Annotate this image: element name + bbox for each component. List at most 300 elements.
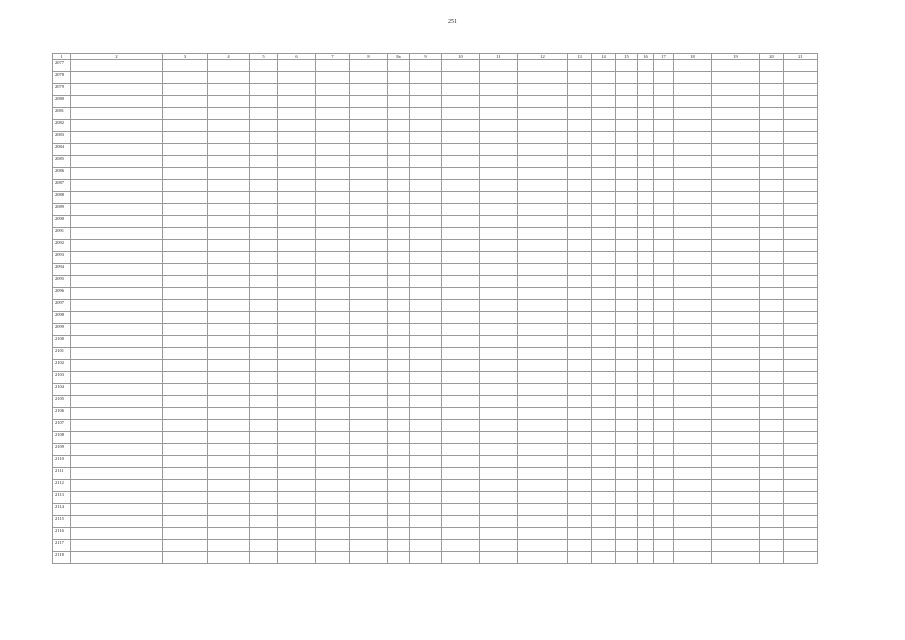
table-cell (278, 240, 316, 252)
table-cell (278, 408, 316, 420)
table-cell (784, 108, 818, 120)
table-cell (712, 420, 760, 432)
table-cell (712, 84, 760, 96)
table-cell (592, 336, 616, 348)
table-row (53, 132, 818, 144)
table-cell (208, 240, 250, 252)
table-cell (350, 432, 388, 444)
row-number: 2090 (53, 216, 71, 228)
table-cell (616, 132, 638, 144)
table-row (53, 480, 818, 492)
table-cell (712, 480, 760, 492)
table-cell (278, 96, 316, 108)
data-table (52, 53, 818, 564)
table-cell (784, 480, 818, 492)
table-cell (616, 108, 638, 120)
table-cell (208, 420, 250, 432)
table-cell (568, 504, 592, 516)
table-cell (350, 168, 388, 180)
table-cell (674, 216, 712, 228)
table-cell (388, 192, 410, 204)
table-cell (163, 96, 208, 108)
table-row (53, 252, 818, 264)
table-cell (410, 132, 442, 144)
table-cell (410, 228, 442, 240)
table-cell (712, 408, 760, 420)
table-cell (71, 192, 163, 204)
table-cell (163, 384, 208, 396)
table-cell (163, 348, 208, 360)
table-cell (163, 468, 208, 480)
table-cell (568, 288, 592, 300)
table-row (53, 240, 818, 252)
table-cell (163, 252, 208, 264)
table-cell (674, 228, 712, 240)
table-cell (480, 504, 518, 516)
table-cell (674, 552, 712, 564)
table-cell (208, 72, 250, 84)
table-cell (616, 324, 638, 336)
table-cell (316, 348, 350, 360)
table-cell (592, 168, 616, 180)
table-cell (518, 84, 568, 96)
table-cell (674, 360, 712, 372)
table-cell (316, 156, 350, 168)
table-cell (654, 132, 674, 144)
table-cell (71, 204, 163, 216)
table-cell (784, 180, 818, 192)
table-cell (250, 492, 278, 504)
table-cell (760, 108, 784, 120)
table-cell (480, 168, 518, 180)
table-cell (316, 312, 350, 324)
table-cell (71, 312, 163, 324)
table-cell (163, 372, 208, 384)
table-row (53, 528, 818, 540)
table-cell (712, 168, 760, 180)
table-cell (760, 372, 784, 384)
table-cell (71, 552, 163, 564)
table-cell (208, 540, 250, 552)
table-cell (712, 456, 760, 468)
table-cell (760, 120, 784, 132)
table-cell (350, 492, 388, 504)
table-cell (638, 372, 654, 384)
table-cell (480, 204, 518, 216)
table-cell (71, 300, 163, 312)
table-cell (250, 120, 278, 132)
table-cell (388, 312, 410, 324)
table-cell (480, 408, 518, 420)
table-cell (163, 60, 208, 72)
table-cell (250, 216, 278, 228)
table-cell (480, 264, 518, 276)
table-cell (616, 540, 638, 552)
table-cell (71, 492, 163, 504)
table-cell (410, 480, 442, 492)
table-cell (760, 96, 784, 108)
table-cell (480, 288, 518, 300)
table-cell (410, 96, 442, 108)
table-cell (208, 84, 250, 96)
table-cell (518, 468, 568, 480)
table-cell (278, 540, 316, 552)
table-cell (410, 288, 442, 300)
table-cell (163, 504, 208, 516)
table-cell (674, 324, 712, 336)
table-cell (784, 96, 818, 108)
table-cell (208, 396, 250, 408)
table-cell (616, 228, 638, 240)
table-cell (410, 528, 442, 540)
table-cell (638, 408, 654, 420)
table-cell (674, 180, 712, 192)
table-cell (388, 132, 410, 144)
table-cell (480, 384, 518, 396)
table-cell (208, 336, 250, 348)
table-cell (712, 468, 760, 480)
column-number: 4 (208, 54, 250, 60)
table-cell (674, 420, 712, 432)
table-cell (442, 216, 480, 228)
table-cell (388, 60, 410, 72)
table-cell (388, 288, 410, 300)
table-cell (638, 264, 654, 276)
table-cell (760, 408, 784, 420)
table-cell (350, 60, 388, 72)
table-cell (674, 96, 712, 108)
table-cell (568, 60, 592, 72)
table-cell (388, 336, 410, 348)
table-cell (674, 120, 712, 132)
table-cell (568, 228, 592, 240)
table-cell (784, 408, 818, 420)
column-number: 8 (350, 54, 388, 60)
table-cell (350, 132, 388, 144)
table-cell (568, 108, 592, 120)
table-cell (250, 504, 278, 516)
table-cell (442, 384, 480, 396)
table-cell (278, 108, 316, 120)
table-cell (674, 408, 712, 420)
column-number: 2 (71, 54, 163, 60)
table-cell (592, 516, 616, 528)
table-cell (654, 360, 674, 372)
table-cell (71, 516, 163, 528)
table-cell (616, 168, 638, 180)
table-cell (592, 120, 616, 132)
table-row (53, 384, 818, 396)
table-row (53, 180, 818, 192)
table-cell (518, 336, 568, 348)
row-number: 2109 (53, 444, 71, 456)
table-cell (568, 516, 592, 528)
table-cell (250, 132, 278, 144)
table-cell (674, 468, 712, 480)
table-cell (442, 288, 480, 300)
table-cell (208, 108, 250, 120)
table-cell (350, 300, 388, 312)
table-cell (316, 132, 350, 144)
table-cell (442, 504, 480, 516)
table-cell (71, 456, 163, 468)
table-cell (638, 180, 654, 192)
table-cell (784, 192, 818, 204)
table-cell (568, 408, 592, 420)
table-cell (712, 204, 760, 216)
table-cell (163, 552, 208, 564)
table-cell (350, 192, 388, 204)
table-cell (388, 504, 410, 516)
table-cell (712, 516, 760, 528)
page-number: 251 (448, 19, 457, 25)
table-cell (316, 168, 350, 180)
table-cell (518, 432, 568, 444)
table-cell (480, 156, 518, 168)
table-cell (654, 420, 674, 432)
table-cell (638, 504, 654, 516)
table-cell (654, 300, 674, 312)
table-cell (250, 288, 278, 300)
table-cell (760, 180, 784, 192)
table-cell (71, 324, 163, 336)
table-cell (350, 216, 388, 228)
column-number: 14 (592, 54, 616, 60)
table-cell (278, 312, 316, 324)
table-cell (674, 72, 712, 84)
table-cell (616, 204, 638, 216)
row-number: 2108 (53, 432, 71, 444)
table-cell (278, 420, 316, 432)
table-cell (616, 84, 638, 96)
table-cell (410, 540, 442, 552)
table-cell (638, 456, 654, 468)
table-cell (410, 444, 442, 456)
table-cell (410, 216, 442, 228)
table-cell (592, 504, 616, 516)
table-cell (616, 300, 638, 312)
table-cell (442, 336, 480, 348)
table-cell (250, 360, 278, 372)
table-cell (163, 108, 208, 120)
table-cell (316, 264, 350, 276)
table-cell (784, 216, 818, 228)
table-cell (71, 336, 163, 348)
table-cell (442, 132, 480, 144)
table-cell (760, 216, 784, 228)
table-cell (616, 156, 638, 168)
row-number: 2115 (53, 516, 71, 528)
table-cell (480, 336, 518, 348)
table-cell (568, 156, 592, 168)
table-cell (71, 444, 163, 456)
table-cell (674, 84, 712, 96)
table-cell (388, 300, 410, 312)
table-cell (784, 420, 818, 432)
table-cell (674, 252, 712, 264)
table-cell (163, 156, 208, 168)
table-cell (388, 264, 410, 276)
table-cell (638, 60, 654, 72)
table-cell (71, 132, 163, 144)
table-cell (760, 360, 784, 372)
table-cell (568, 204, 592, 216)
row-number: 2096 (53, 288, 71, 300)
row-number: 2079 (53, 84, 71, 96)
table-cell (568, 540, 592, 552)
table-cell (654, 504, 674, 516)
table-cell (278, 72, 316, 84)
table-cell (568, 420, 592, 432)
table-cell (712, 264, 760, 276)
table-cell (163, 168, 208, 180)
table-cell (350, 204, 388, 216)
table-cell (638, 240, 654, 252)
table-cell (208, 192, 250, 204)
table-cell (71, 276, 163, 288)
table-cell (568, 360, 592, 372)
table-cell (410, 252, 442, 264)
table-cell (316, 456, 350, 468)
table-cell (316, 516, 350, 528)
table-cell (638, 288, 654, 300)
table-cell (616, 408, 638, 420)
column-number: 8а (388, 54, 410, 60)
row-number: 2091 (53, 228, 71, 240)
table-cell (674, 132, 712, 144)
table-cell (784, 468, 818, 480)
table-cell (163, 216, 208, 228)
table-cell (278, 216, 316, 228)
table-cell (208, 168, 250, 180)
table-cell (350, 228, 388, 240)
table-cell (712, 552, 760, 564)
table-cell (480, 480, 518, 492)
table-row (53, 228, 818, 240)
table-cell (784, 552, 818, 564)
table-cell (250, 276, 278, 288)
table-cell (654, 240, 674, 252)
table-cell (350, 528, 388, 540)
table-cell (250, 72, 278, 84)
table-cell (638, 348, 654, 360)
table-cell (654, 528, 674, 540)
table-cell (316, 108, 350, 120)
table-cell (654, 168, 674, 180)
column-number: 3 (163, 54, 208, 60)
table-cell (208, 528, 250, 540)
table-cell (654, 552, 674, 564)
table-cell (350, 444, 388, 456)
table-cell (442, 84, 480, 96)
table-cell (388, 108, 410, 120)
table-row (53, 96, 818, 108)
table-cell (518, 528, 568, 540)
table-cell (568, 132, 592, 144)
table-cell (592, 552, 616, 564)
table-cell (616, 516, 638, 528)
row-number: 2116 (53, 528, 71, 540)
table-cell (480, 516, 518, 528)
table-cell (760, 288, 784, 300)
table-cell (442, 444, 480, 456)
table-cell (442, 228, 480, 240)
table-cell (316, 360, 350, 372)
table-cell (388, 276, 410, 288)
table-row (53, 144, 818, 156)
table-cell (518, 552, 568, 564)
table-cell (350, 156, 388, 168)
table-cell (674, 516, 712, 528)
table-row (53, 60, 818, 72)
table-cell (712, 528, 760, 540)
table-cell (674, 192, 712, 204)
table-cell (250, 324, 278, 336)
table-cell (388, 240, 410, 252)
table-cell (350, 312, 388, 324)
table-cell (350, 516, 388, 528)
table-cell (250, 312, 278, 324)
table-cell (616, 492, 638, 504)
table-cell (208, 384, 250, 396)
table-cell (712, 240, 760, 252)
table-cell (654, 204, 674, 216)
table-cell (480, 228, 518, 240)
table-cell (480, 60, 518, 72)
table-cell (316, 528, 350, 540)
table-row (53, 516, 818, 528)
table-cell (350, 108, 388, 120)
table-cell (592, 432, 616, 444)
table-cell (163, 408, 208, 420)
row-number: 2084 (53, 144, 71, 156)
table-cell (784, 84, 818, 96)
table-cell (784, 504, 818, 516)
table-cell (480, 492, 518, 504)
table-cell (350, 288, 388, 300)
table-cell (350, 264, 388, 276)
table-cell (654, 468, 674, 480)
table-row (53, 360, 818, 372)
table-cell (71, 72, 163, 84)
table-cell (350, 276, 388, 288)
row-number: 2092 (53, 240, 71, 252)
table-cell (518, 408, 568, 420)
table-cell (410, 324, 442, 336)
table-cell (278, 204, 316, 216)
table-cell (208, 456, 250, 468)
table-cell (316, 480, 350, 492)
table-cell (592, 300, 616, 312)
row-number: 2104 (53, 384, 71, 396)
table-cell (316, 96, 350, 108)
row-number: 2105 (53, 396, 71, 408)
table-cell (350, 72, 388, 84)
table-row (53, 444, 818, 456)
table-cell (674, 504, 712, 516)
table-cell (163, 288, 208, 300)
table-cell (712, 492, 760, 504)
table-cell (784, 300, 818, 312)
table-cell (208, 480, 250, 492)
table-cell (208, 516, 250, 528)
table-cell (638, 132, 654, 144)
table-cell (71, 252, 163, 264)
table-cell (71, 228, 163, 240)
table-cell (480, 360, 518, 372)
table-cell (163, 396, 208, 408)
table-cell (480, 528, 518, 540)
